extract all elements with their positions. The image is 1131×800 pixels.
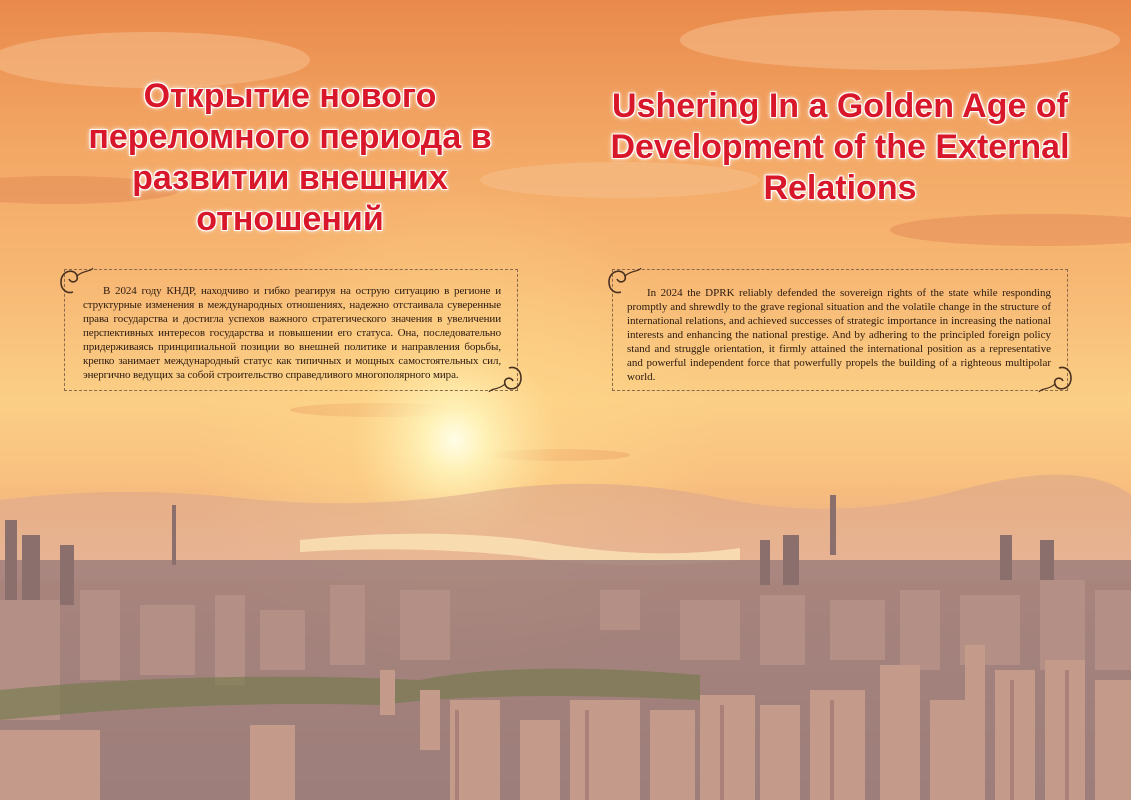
text-frame-russian (64, 269, 518, 391)
body-text-russian: В 2024 году КНДР, находчиво и гибко реагируя на острую ситуацию в регионе и структурные изменения в международных отношениях, надежно отстаивала суверенные права государства и достигла успехов важного стратегического значения в увеличении перспективных интересов государства и повышении его статуса. Она, последовательно придерживаясь принципиальной позиции во внешней политике и направления борьбы, крепко занимает международный статус как типичных и мощных самостоятельных сил, энергично ведущих за собой строительство справедливого многополярного мира. (83, 285, 501, 381)
title-russian: Открытие нового переломного периода в развитии внешних отношений (88, 77, 492, 238)
scroll-ornament-icon (57, 264, 97, 300)
title-english: Ushering In a Golden Age of Development of the External Relations (610, 87, 1070, 207)
text-frame-english (612, 269, 1068, 391)
body-text-english: In 2024 the DPRK reliably defended the sovereign rights of the state while responding promptly and shrewdly to the grave regional situation and the volatile change in the structure of international relations, and achieved successes of strategic importance in increasing the national interests and enhancing the national prestige. And by adhering to the principled foreign policy stand and struggle orientation, it firmly attained the international position as a representative and powerful independent force that powerfully propels the building of a righteous multipolar world. (627, 287, 1051, 383)
scroll-ornament-icon (1035, 360, 1075, 396)
scroll-ornament-icon (485, 360, 525, 396)
scroll-ornament-icon (605, 264, 645, 300)
